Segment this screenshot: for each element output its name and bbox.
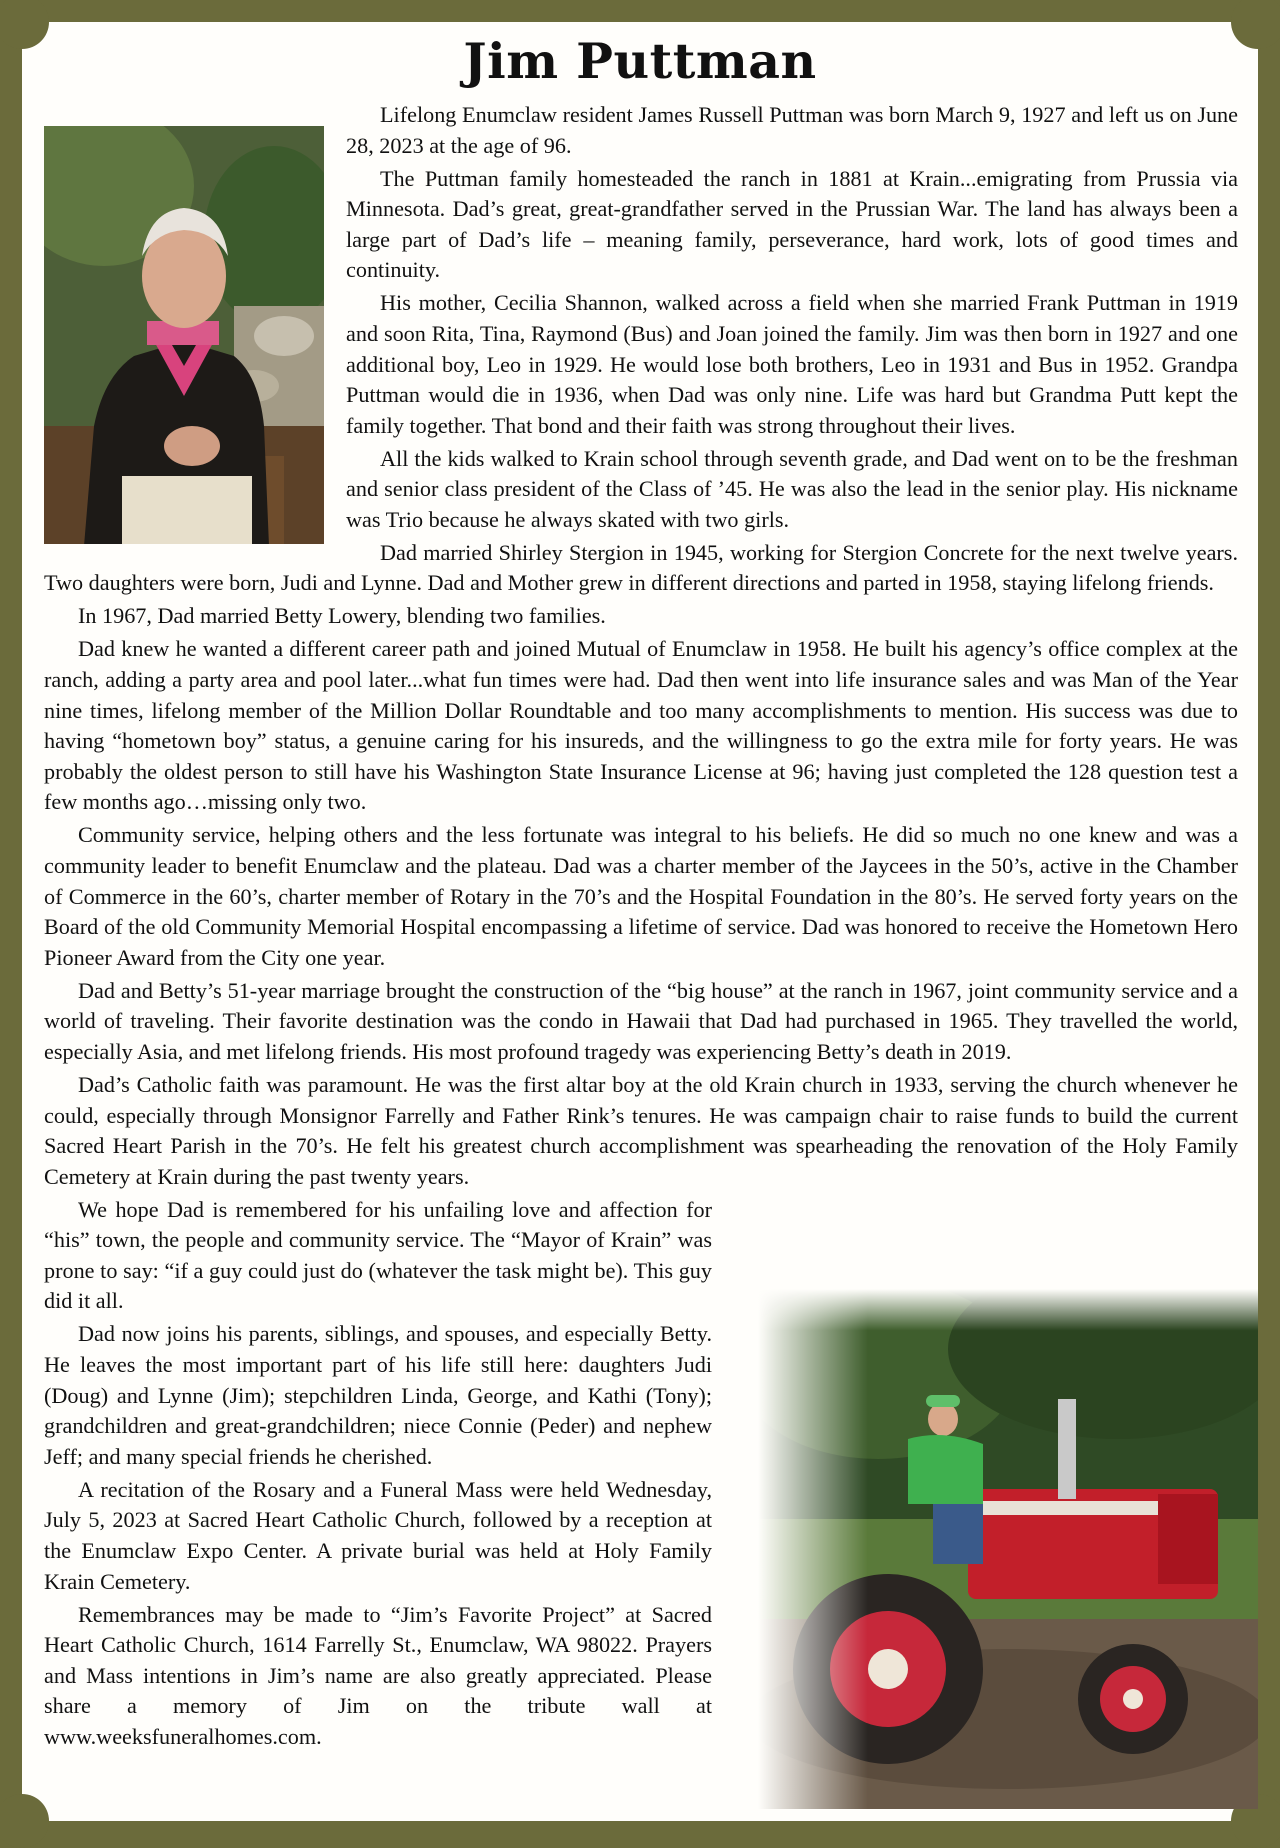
portrait-photo bbox=[44, 126, 324, 544]
paragraph: Dad and Betty’s 51-year marriage brought the construction of the “big house” at the ranch in 1967, joint community service and a world of traveling. Their favorite destination was the condo in Hawaii that Dad had purchased in 1965. They travelled the world, especially Asia, and met lifelong friends. His most profound tragedy was experiencing Betty’s death in 2019. bbox=[44, 977, 1238, 1064]
paragraph: We hope Dad is remembered for his unfailing love and affection for “his” town, the people and community service. The “Mayor of Krain” was prone to say: “if a guy could just do (whatever the task might be). This guy did it all. bbox=[44, 1196, 712, 1314]
paragraph: A recitation of the Rosary and a Funeral Mass were held Wednesday, July 5, 2023 at Sacred Heart Catholic Church, followed by a reception at the Enumclaw Expo Center. A private burial was held at Holy Family Krain Cemetery. bbox=[44, 1476, 712, 1594]
paragraph: Dad knew he wanted a different career path and joined Mutual of Enumclaw in 1958. He built his agency’s office complex at the ranch, adding a party area and pool later...what fun times were had. Dad then went into life insurance sales and was Man of the Year nine times, lifelong member of the Million Dollar Roundtable and too many accomplishments to mention. His success was due to having “hometown boy” status, a genuine caring for his insureds, and the willingness to go the extra mile for forty years. He was probably the oldest person to still have his Washington State Insurance License at 96; having just completed the 128 question test a few months ago…missing only two. bbox=[44, 636, 1238, 815]
obituary-title: Jim Puttman bbox=[463, 32, 817, 90]
paragraph: Dad’s Catholic faith was paramount. He was the first altar boy at the old Krain church in 1933, serving the church whenever he could, especially through Monsignor Farrelly and Father Rink’s tenures. He was campaign chair to raise funds to build the current Sacred Heart Parish in the 70’s. He felt his greatest church accomplishment was spearheading the renovation of the Holy Family Cemetery at Krain during the past twenty years. bbox=[44, 1071, 1238, 1189]
paragraph: Remembrances may be made to “Jim’s Favorite Project” at Sacred Heart Catholic Church, 1614 Farrelly St., Enumclaw, WA 98022. Prayers and Mass intentions in Jim’s name are also greatly appreciated. Please share a memory of Jim on the tribute wall at www.weeksfuneralhomes.com. bbox=[44, 1601, 712, 1749]
paragraph: Lifelong Enumclaw resident James Russell Puttman was born March 9, 1927 and left us on June 28, 2023 at the age of 96. bbox=[346, 102, 1238, 158]
paragraph: Community service, helping others and the less fortunate was integral to his beliefs. He did so much no one knew and was a community leader to benefit Enumclaw and the plateau. Dad was a charter member of the Jaycees in the 50’s, active in the Chamber of Commerce in the 60’s, charter member of Rotary in the 70’s and the Hospital Foundation in the 80’s. He served forty years on the Board of the old Community Memorial Hospital encompassing a lifetime of service. Dad was honored to receive the Hometown Hero Pioneer Award from the City one year. bbox=[44, 822, 1238, 970]
frame-corner bbox=[0, 1794, 49, 1848]
paragraph: The Puttman family homesteaded the ranch in 1881 at Krain...emigrating from Prussia via Minnesota. Dad’s great, great-grandfather served in the Prussian War. The land has always been a large part of Dad’s life – meaning family, perseverance, hard work, lots of good times and continuity. bbox=[346, 165, 1238, 283]
tractor-photo bbox=[758, 1289, 1258, 1809]
paragraph: His mother, Cecilia Shannon, walked across a field when she married Frank Puttman in 1919 and soon Rita, Tina, Raymond (Bus) and Joan joined the family. Jim was then born in 1927 and one additional boy, Leo in 1929. He would lose both brothers, Leo in 1931 and Bus in 1952. Grandpa Puttman would die in 1936, when Dad was only nine. Life was hard but Grandma Putt kept the family together. That bond and their faith was strong throughout their lives. bbox=[346, 290, 1238, 438]
paragraph: All the kids walked to Krain school through seventh grade, and Dad went on to be the freshman and senior class president of the Class of ’45. He was also the lead in the senior play. His nickname was Trio because he always skated with two girls. bbox=[346, 445, 1238, 532]
obituary-panel bbox=[22, 22, 1258, 1821]
paragraph: Dad now joins his parents, siblings, and spouses, and especially Betty. He leaves the most important part of his life still here: daughters Judi (Doug) and Lynne (Jim); stepchildren Linda, George, and Kathi (Tony); grandchildren and great-grandchildren; niece Connie (Peder) and nephew Jeff; and many special friends he cherished. bbox=[44, 1321, 712, 1469]
paragraph: In 1967, Dad married Betty Lowery, blending two families. bbox=[78, 603, 606, 629]
paragraph: Dad married Shirley Stergion in 1945, working for Stergion Concrete for the next twelve years. Two daughters were born, Judi and Lynne. Dad and Mother grew in different directions and parted in 1958, staying lifelong friends. bbox=[44, 539, 1238, 596]
